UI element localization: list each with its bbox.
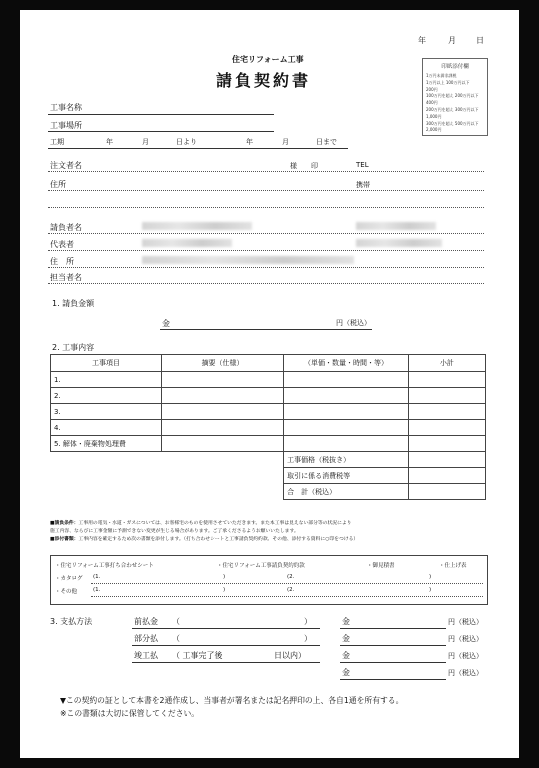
- payment-completion-label: 竣工払: [134, 651, 158, 660]
- payment-advance-label: 前払金: [134, 617, 158, 626]
- completion-line: [132, 662, 320, 663]
- contractor-address-line: [48, 267, 484, 268]
- redacted-contractor-name: [142, 222, 252, 230]
- stamp-rate-line: 200万円を超え 300万円以下: [426, 106, 479, 112]
- column-header: 工事項目: [51, 355, 162, 372]
- total-value-cell[interactable]: [408, 484, 485, 500]
- work-item: 2.: [51, 388, 162, 404]
- spec-cell[interactable]: [161, 372, 283, 388]
- document-subtitle: 住宅リフォーム工事: [232, 55, 304, 64]
- subtotal-cell[interactable]: [408, 436, 485, 452]
- catalog-item-2: (2.: [287, 574, 295, 580]
- date-year-label: 年: [418, 36, 426, 45]
- redacted-contractor-address: [142, 256, 354, 264]
- contractor-address-label: 住 所: [50, 257, 74, 266]
- work-item: 3.: [51, 404, 162, 420]
- other-line: [91, 596, 483, 597]
- stamp-box-title: 印紙添付欄: [441, 64, 469, 70]
- stamp-rate-line: 400円: [426, 100, 438, 106]
- payment-partial-label: 部分払: [134, 634, 158, 643]
- unit-cell[interactable]: [284, 372, 409, 388]
- completion-yen-suffix: 円（税込）: [448, 652, 483, 660]
- attachment-option[interactable]: ・住宅リフォーム工事打ち合わせシート: [55, 563, 154, 569]
- catalog-item-2-close: ): [429, 574, 432, 580]
- project-place-line: [48, 131, 274, 132]
- advance-open-paren: （: [172, 617, 180, 626]
- docs-text: 工事内容を確定するため次の書類を添付します。（打ち合わせシートと工事請負契約約款、その他、添付する資料に○印をつける）: [78, 537, 359, 542]
- attachment-other[interactable]: ・その他: [55, 589, 78, 595]
- orderer-line: [48, 171, 484, 172]
- total-label: 取引に係る消費税等: [284, 468, 409, 484]
- client-address-label: 住所: [50, 180, 66, 189]
- conditions-text: 工事用の電気・水道・ガスについては、お客様宅のものを使用させていただきます。また本工事は見えない部分等の状況により: [78, 521, 352, 526]
- contractor-rep-line: [48, 250, 484, 251]
- period-to-year: 年: [246, 138, 253, 146]
- stamp-rate-line: 1万円未満非課税: [426, 73, 457, 78]
- unit-cell[interactable]: [284, 420, 409, 436]
- stamp-rate-line: 2,000円: [426, 127, 442, 133]
- stamp-rate-line: 1万円以上 100万円以下: [426, 79, 470, 85]
- table-header-row: [51, 355, 486, 372]
- other-item-2-close: ): [429, 587, 432, 593]
- other-item-1-close: ): [223, 587, 226, 593]
- spec-cell[interactable]: [161, 404, 283, 420]
- total-row: [51, 468, 486, 484]
- catalog-item-1-close: ): [223, 574, 226, 580]
- stamp-rate-line: 100万円を超え 200万円以下: [426, 93, 479, 99]
- advance-amount-line: [340, 628, 446, 629]
- section-work-heading: 2. 工事内容: [52, 343, 95, 352]
- catalog-item-1: (1.: [93, 574, 101, 580]
- stamp-rate-line: 300万円を超え 500万円以下: [426, 120, 479, 126]
- work-content-table: [50, 354, 486, 500]
- partial-line: [132, 645, 320, 646]
- total-label: 合 計（税込）: [284, 484, 409, 500]
- mobile-label: 携帯: [356, 181, 370, 189]
- unit-cell[interactable]: [284, 404, 409, 420]
- table-row: [51, 420, 486, 436]
- subtotal-cell[interactable]: [408, 388, 485, 404]
- period-from-month: 月: [142, 138, 149, 146]
- amount-line: [160, 329, 372, 330]
- other-item-1: (1.: [93, 587, 101, 593]
- period-to-month: 月: [282, 138, 289, 146]
- stamp-rate-line: 1,000円: [426, 113, 442, 119]
- total-row: [51, 484, 486, 500]
- docs-label: ■添付書類：: [50, 537, 79, 542]
- project-name-line: [48, 114, 274, 115]
- total-row: [51, 452, 486, 468]
- document-title: 請負契約書: [216, 71, 312, 90]
- redacted-contractor-fax: [356, 239, 442, 247]
- partial-open-paren: （: [172, 634, 180, 643]
- catalog-line: [91, 583, 483, 584]
- spec-cell[interactable]: [161, 436, 283, 452]
- stamp-rate-list: [426, 73, 487, 134]
- client-address-line-2: [48, 207, 484, 208]
- table-row: [51, 372, 486, 388]
- extra-amount-line: [340, 679, 446, 680]
- section-amount-heading: 1. 請負金額: [52, 299, 95, 308]
- advance-yen-suffix: 円（税込）: [448, 618, 483, 626]
- contract-sheet: [20, 10, 519, 758]
- partial-close-paren: ）: [304, 634, 312, 643]
- orderer-seal-label: 様 印: [290, 162, 318, 170]
- contractor-name-label: 請負者名: [50, 223, 82, 232]
- attachment-catalog[interactable]: ・カタログ: [55, 576, 83, 582]
- amount-prefix: 金: [162, 319, 170, 328]
- subtotal-cell[interactable]: [408, 404, 485, 420]
- advance-line: [132, 628, 320, 629]
- date-day-label: 日: [476, 36, 484, 45]
- contractor-rep-label: 代表者: [50, 240, 74, 249]
- completion-note: （ 工事完了後: [172, 651, 223, 660]
- subtotal-cell[interactable]: [408, 372, 485, 388]
- partial-yen-suffix: 円（税込）: [448, 635, 483, 643]
- work-item: 4.: [51, 420, 162, 436]
- client-address-line: [48, 190, 484, 191]
- other-item-2: (2.: [287, 587, 295, 593]
- column-header: （単価・数量・時間・等）: [284, 355, 409, 372]
- unit-cell[interactable]: [284, 436, 409, 452]
- table-row: [51, 404, 486, 420]
- stamp-rate-line: 200円: [426, 86, 438, 92]
- period-from-year: 年: [106, 138, 113, 146]
- footer-contract-note: ▼この契約の証として本書を2通作成し、当事者が署名または記名押印の上、各自1通を所有する。: [60, 696, 404, 705]
- work-item: 5. 解体・廃棄物処理費: [51, 436, 162, 452]
- attachment-option[interactable]: ・住宅リフォーム工事請負契約約款: [217, 563, 305, 569]
- table-row: [51, 436, 486, 452]
- section-payment-heading: 3. 支払方法: [50, 617, 93, 626]
- project-name-label: 工事名称: [50, 103, 82, 112]
- partial-amount-line: [340, 645, 446, 646]
- footer-storage-note: ※この書類は大切に保管してください。: [60, 709, 200, 718]
- advance-yen-prefix: 金: [342, 617, 350, 626]
- orderer-label: 注文者名: [50, 161, 82, 170]
- partial-yen-prefix: 金: [342, 634, 350, 643]
- conditions-text-2: 施工内容、ならびに工事金額に予測できない変更が生じる場合があります。ご了承くださるようお願いいたします。: [50, 529, 299, 534]
- staff-label: 担当者名: [50, 273, 82, 282]
- subtotal-cell[interactable]: [408, 420, 485, 436]
- total-value-cell[interactable]: [408, 468, 485, 484]
- spec-cell[interactable]: [161, 420, 283, 436]
- conditions-label: ■請負条件：: [50, 521, 79, 526]
- unit-cell[interactable]: [284, 388, 409, 404]
- extra-yen-prefix: 金: [342, 668, 350, 677]
- total-label: 工事価格（税抜き）: [284, 452, 409, 468]
- table-row: [51, 388, 486, 404]
- period-to-day: 日まで: [316, 138, 337, 146]
- completion-yen-prefix: 金: [342, 651, 350, 660]
- spec-cell[interactable]: [161, 388, 283, 404]
- attachment-option[interactable]: ・御見積書: [367, 563, 395, 569]
- project-place-label: 工事場所: [50, 121, 82, 130]
- column-header: 小計: [408, 355, 485, 372]
- attachments-box: [50, 555, 488, 605]
- amount-suffix: 円（税込）: [336, 319, 371, 327]
- project-period-label: 工期: [50, 138, 64, 146]
- date-month-label: 月: [448, 36, 456, 45]
- project-period-line: [48, 148, 348, 149]
- completion-amount-line: [340, 662, 446, 663]
- attachment-option[interactable]: ・仕上げ表: [439, 563, 467, 569]
- tel-label: TEL: [356, 161, 369, 169]
- redacted-contractor-tel: [356, 222, 436, 230]
- staff-line: [48, 283, 484, 284]
- completion-days: 日以内）: [274, 651, 306, 660]
- conditions-note: [50, 520, 486, 544]
- advance-close-paren: ）: [304, 617, 312, 626]
- contractor-name-line: [48, 233, 484, 234]
- total-value-cell[interactable]: [408, 452, 485, 468]
- revenue-stamp-box: [422, 58, 488, 136]
- work-item: 1.: [51, 372, 162, 388]
- period-from-day: 日より: [176, 138, 197, 146]
- redacted-contractor-rep: [142, 239, 232, 247]
- extra-yen-suffix: 円（税込）: [448, 669, 483, 677]
- column-header: 摘要（仕様）: [161, 355, 283, 372]
